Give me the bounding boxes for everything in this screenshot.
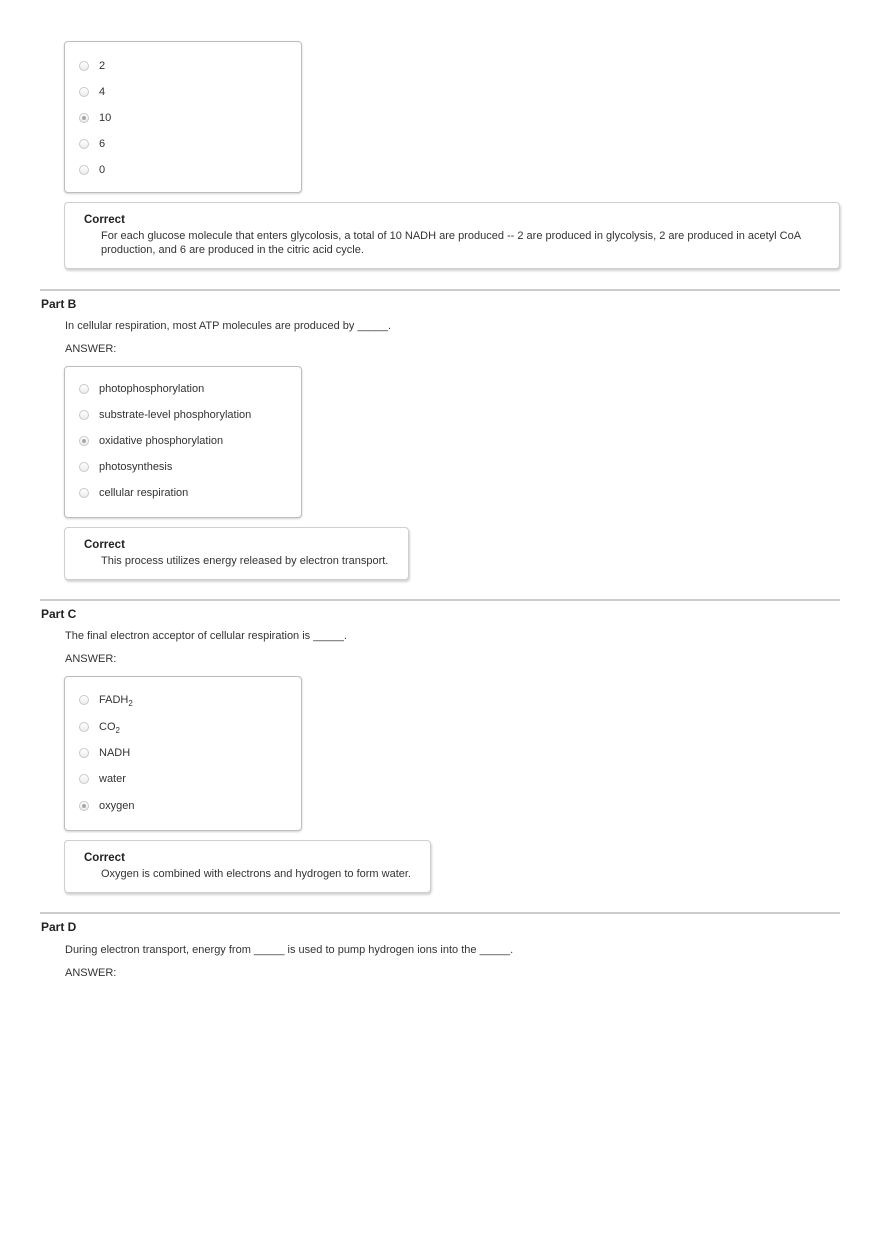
radio-button[interactable]	[79, 695, 89, 705]
section-divider	[40, 599, 840, 601]
choice-label: photophosphorylation	[99, 383, 205, 395]
choice-option[interactable]	[79, 433, 223, 449]
choice-label: $CO_2$	[99, 721, 120, 735]
part-title: Part C	[41, 607, 77, 621]
choice-option[interactable]	[79, 771, 126, 787]
choice-label: 0	[99, 164, 106, 176]
feedback-box-part-c	[64, 840, 431, 893]
question-text: During electron transport, energy from _____ is used to pump hydrogen ions into the _____.	[65, 944, 514, 956]
radio-button-selected[interactable]	[79, 436, 89, 446]
choice-label: water	[99, 773, 126, 785]
radio-button[interactable]	[79, 774, 89, 784]
choice-option[interactable]	[79, 58, 105, 74]
part-title: Part D	[41, 920, 77, 934]
section-divider	[40, 912, 840, 914]
feedback-text-line: production, and 6 are produced in the citric acid cycle.	[101, 244, 364, 256]
radio-button[interactable]	[79, 61, 89, 71]
radio-button[interactable]	[79, 488, 89, 498]
choice-option[interactable]	[79, 407, 251, 423]
choice-label: oxidative phosphorylation	[99, 435, 224, 447]
answer-label: ANSWER:	[65, 967, 117, 979]
choice-label: $FADH_2$	[99, 694, 133, 708]
choice-label: photosynthesis	[99, 461, 173, 473]
choice-option[interactable]	[79, 381, 204, 397]
radio-button[interactable]	[79, 87, 89, 97]
radio-button[interactable]	[79, 139, 89, 149]
choice-label: 4	[99, 86, 106, 98]
radio-button[interactable]	[79, 384, 89, 394]
choice-label: cellular respiration	[99, 487, 189, 499]
radio-button[interactable]	[79, 165, 89, 175]
choice-option[interactable]	[79, 136, 105, 152]
choice-option[interactable]	[79, 692, 133, 708]
answer-choices-part-a	[64, 41, 302, 193]
choice-label: substrate-level phosphorylation	[99, 409, 252, 421]
choice-option[interactable]	[79, 719, 120, 735]
choice-label: 2	[99, 60, 106, 72]
answer-choices-part-b	[64, 366, 302, 518]
choice-option[interactable]	[79, 84, 105, 100]
section-divider	[40, 289, 840, 291]
choice-option[interactable]	[79, 110, 111, 126]
part-title: Part B	[41, 297, 77, 311]
choice-label: NADH	[99, 747, 131, 759]
feedback-box-part-a	[64, 202, 840, 269]
choice-option[interactable]	[79, 485, 188, 501]
choice-option[interactable]	[79, 798, 134, 814]
feedback-text-line: For each glucose molecule that enters glycolosis, a total of 10 NADH are produced -- 2 are produced in glycolysis, 2 are produced in acetyl CoA	[101, 230, 802, 242]
answer-label: ANSWER:	[65, 343, 117, 355]
feedback-text: This process utilizes energy released by electron transport.	[101, 555, 389, 567]
radio-button[interactable]	[79, 462, 89, 472]
question-text: The final electron acceptor of cellular respiration is _____.	[65, 630, 347, 642]
feedback-box-part-b	[64, 527, 409, 580]
choice-label: oxygen	[99, 800, 135, 812]
choice-option[interactable]	[79, 162, 105, 178]
choice-option[interactable]	[79, 459, 172, 475]
feedback-text	[101, 229, 801, 257]
radio-button-selected[interactable]	[79, 801, 89, 811]
radio-button[interactable]	[79, 722, 89, 732]
radio-button[interactable]	[79, 748, 89, 758]
radio-button-selected[interactable]	[79, 113, 89, 123]
answer-label: ANSWER:	[65, 653, 117, 665]
question-text: In cellular respiration, most ATP molecules are produced by _____.	[65, 320, 392, 332]
choice-label: 10	[99, 112, 112, 124]
radio-button[interactable]	[79, 410, 89, 420]
choice-label: 6	[99, 138, 106, 150]
feedback-status: Correct	[84, 214, 125, 226]
feedback-status: Correct	[84, 539, 125, 551]
feedback-status: Correct	[84, 852, 125, 864]
feedback-text: Oxygen is combined with electrons and hydrogen to form water.	[101, 868, 411, 880]
choice-option[interactable]	[79, 745, 130, 761]
answer-choices-part-c	[64, 676, 302, 831]
